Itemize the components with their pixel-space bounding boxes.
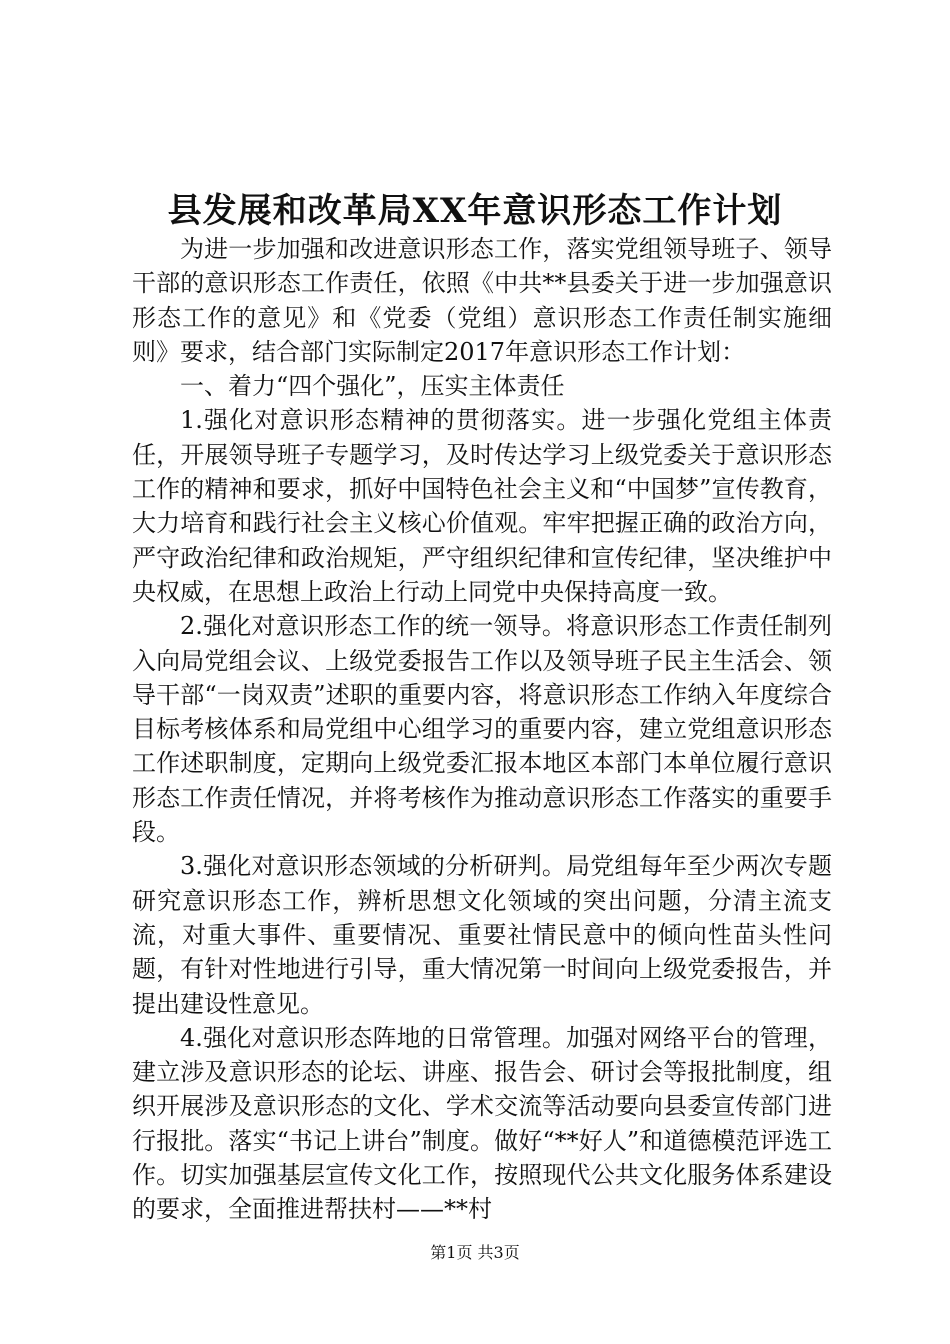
page-footer: 第1页 共3页 — [430, 1243, 520, 1262]
section-heading: 一、着力“四个强化”，压实主体责任 — [180, 372, 565, 401]
item-paragraph-3: 3.强化对意识形态领域的分析研判。局党组每年至少两次专题研究意识形态工作，辨析思想文化领域的突出问题，分清主流支流，对重大事件、重要情况、重要社情民意中的倾向性苗头性问题，有针对性地进行引导，重大情况第一时间向上级党委报告，并提出建设性意见。 — [132, 852, 832, 1018]
intro-paragraph: 为进一步加强和改进意识形态工作，落实党组领导班子、领导干部的意识形态工作责任，依照《中共**县委关于进一步加强意识形态工作的意见》和《党委（党组）意识形态工作责任制实施细则》要求，结合部门实际制定2017年意识形态工作计划： — [132, 235, 832, 366]
item-paragraph-1: 1.强化对意识形态精神的贯彻落实。进一步强化党组主体责任，开展领导班子专题学习，及时传达学习上级党委关于意识形态工作的精神和要求，抓好中国特色社会主义和“中国梦”宣传教育，大力培育和践行社会主义核心价值观。牢牢把握正确的政治方向，严守政治纪律和政治规矩，严守组织纪律和宣传纪律，坚决维护中央权威，在思想上政治上行动上同党中央保持高度一致。 — [132, 406, 832, 606]
document-title: 县发展和改革局XX年意识形态工作计划 — [167, 191, 783, 231]
document-body — [132, 232, 832, 1227]
item-paragraph-2: 2.强化对意识形态工作的统一领导。将意识形态工作责任制列入向局党组会议、上级党委报告工作以及领导班子民主生活会、领导干部“一岗双责”述职的重要内容，将意识形态工作纳入年度综合目标考核体系和局党组中心组学习的重要内容，建立党组意识形态工作述职制度，定期向上级党委汇报本地区本部门本单位履行意识形态工作责任情况，并将考核作为推动意识形态工作落实的重要手段。 — [132, 612, 832, 847]
item-paragraph-4: 4.强化对意识形态阵地的日常管理。加强对网络平台的管理，建立涉及意识形态的论坛、讲座、报告会、研讨会等报批制度，组织开展涉及意识形态的文化、学术交流等活动要向县委宣传部门进行报批。落实“书记上讲台”制度。做好“**好人”和道德模范评选工作。切实加强基层宣传文化工作，按照现代公共文化服务体系建设的要求，全面推进帮扶村——**村 — [132, 1023, 832, 1224]
